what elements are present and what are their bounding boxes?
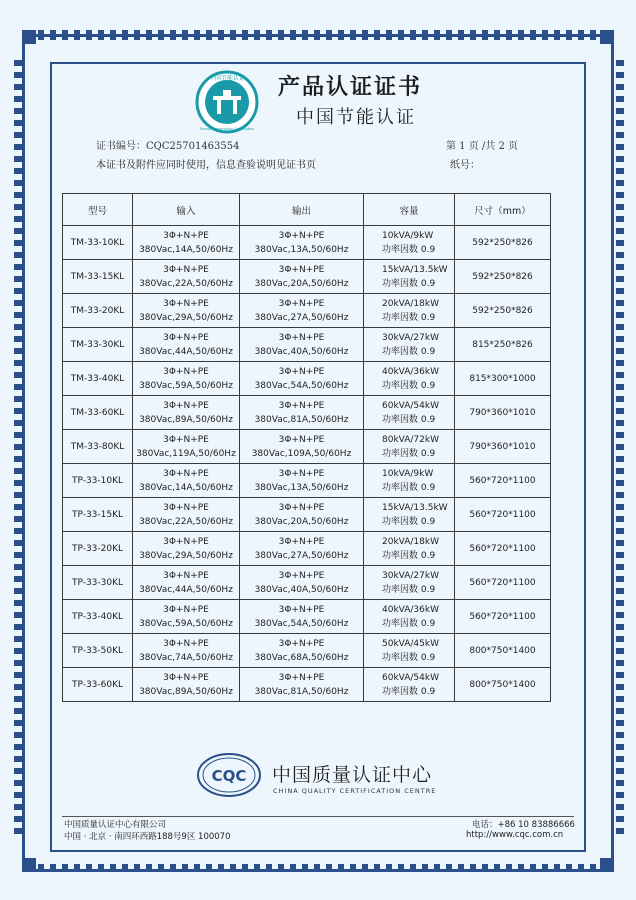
cell-output (240, 260, 364, 294)
cell-capacity (364, 430, 455, 464)
cell-model: TP-33-30KL (63, 566, 133, 600)
cell-input (133, 328, 240, 362)
certificate-number (96, 137, 240, 152)
org-name-en: CHINA QUALITY CERTIFICATION CENTRE (273, 787, 437, 795)
cell-size: 800*750*1400 (455, 634, 551, 668)
power-factor: 功率因数 0.9 (382, 414, 436, 425)
output-phase: 3Φ+N+PE (278, 264, 325, 275)
cell-input (133, 498, 240, 532)
output-phase: 3Φ+N+PE (278, 400, 325, 411)
cell-output (240, 226, 364, 260)
certificate-title: 产品认证证书 (278, 75, 423, 100)
cell-model: TM-33-30KL (63, 328, 133, 362)
cell-output (240, 668, 364, 702)
output-rating: 380Vac,81A,50/60Hz (254, 686, 349, 697)
input-rating: 380Vac,74A,50/60Hz (139, 652, 233, 663)
power-factor: 功率因数 0.9 (382, 618, 436, 629)
frame-corner (600, 858, 614, 872)
table-row (63, 668, 551, 702)
company-name: 中国质量认证中心有限公司 (64, 820, 167, 830)
cell-size: 592*250*826 (455, 260, 551, 294)
input-rating: 380Vac,22A,50/60Hz (139, 278, 233, 289)
capacity-rating: 30kVA/27kW (382, 570, 439, 581)
cell-size: 560*720*1100 (455, 532, 551, 566)
cell-capacity (364, 260, 455, 294)
capacity-rating: 50kVA/45kW (382, 638, 439, 649)
output-rating: 380Vac,27A,50/60Hz (254, 550, 349, 561)
output-phase: 3Φ+N+PE (278, 672, 325, 683)
table-row (63, 396, 551, 430)
cell-model: TM-33-10KL (63, 226, 133, 260)
input-phase: 3Φ+N+PE (163, 230, 209, 241)
capacity-rating: 40kVA/36kW (382, 604, 439, 615)
cell-model: TM-33-80KL (63, 430, 133, 464)
cell-capacity (364, 396, 455, 430)
cell-input (133, 566, 240, 600)
input-rating: 380Vac,119A,50/60Hz (136, 448, 236, 459)
output-phase: 3Φ+N+PE (278, 604, 325, 615)
capacity-rating: 60kVA/54kW (382, 672, 439, 683)
input-phase: 3Φ+N+PE (163, 366, 209, 377)
cell-output (240, 566, 364, 600)
paper-number-label: 纸号： (450, 160, 480, 171)
cell-capacity (364, 634, 455, 668)
input-rating: 380Vac,89A,50/60Hz (139, 414, 233, 425)
cell-size: 592*250*826 (455, 294, 551, 328)
cell-input (133, 362, 240, 396)
output-rating: 380Vac,40A,50/60Hz (254, 584, 349, 595)
input-rating: 380Vac,89A,50/60Hz (139, 686, 233, 697)
output-phase: 3Φ+N+PE (278, 332, 325, 343)
table-row (63, 328, 551, 362)
cell-input (133, 226, 240, 260)
input-phase: 3Φ+N+PE (163, 536, 209, 547)
cell-input (133, 668, 240, 702)
cell-model: TM-33-60KL (63, 396, 133, 430)
output-phase: 3Φ+N+PE (278, 230, 325, 241)
table-row (63, 226, 551, 260)
power-factor: 功率因数 0.9 (382, 244, 436, 255)
logo-bottom-text: Energy Conservation Certification (200, 127, 254, 131)
table-row (63, 600, 551, 634)
output-rating: 380Vac,54A,50/60Hz (254, 618, 349, 629)
cell-size: 790*360*1010 (455, 396, 551, 430)
power-factor: 功率因数 0.9 (382, 346, 436, 357)
cell-output (240, 396, 364, 430)
power-factor: 功率因数 0.9 (382, 482, 436, 493)
output-phase: 3Φ+N+PE (278, 434, 325, 445)
power-factor: 功率因数 0.9 (382, 448, 436, 459)
input-rating: 380Vac,29A,50/60Hz (139, 312, 233, 323)
cell-capacity (364, 362, 455, 396)
cell-model: TP-33-15KL (63, 498, 133, 532)
table-row (63, 566, 551, 600)
input-rating: 380Vac,59A,50/60Hz (139, 618, 233, 629)
input-phase: 3Φ+N+PE (163, 604, 209, 615)
output-phase: 3Φ+N+PE (278, 366, 325, 377)
table-row (63, 464, 551, 498)
cell-capacity (364, 668, 455, 702)
frame-border-left (14, 60, 22, 840)
cell-capacity (364, 498, 455, 532)
cqc-logo-text: CQC (211, 767, 247, 785)
input-rating: 380Vac,14A,50/60Hz (139, 482, 233, 493)
cell-input (133, 396, 240, 430)
capacity-rating: 40kVA/36kW (382, 366, 439, 377)
table-header-row (63, 194, 551, 226)
cell-capacity (364, 532, 455, 566)
page-info: 第 1 页 /共 2 页 (446, 141, 518, 152)
frame-corner (22, 858, 36, 872)
output-rating: 380Vac,20A,50/60Hz (254, 516, 349, 527)
table-row (63, 634, 551, 668)
table-row (63, 294, 551, 328)
cell-input (133, 600, 240, 634)
input-phase: 3Φ+N+PE (163, 400, 209, 411)
cell-input (133, 464, 240, 498)
cell-capacity (364, 294, 455, 328)
cell-model: TM-33-40KL (63, 362, 133, 396)
input-phase: 3Φ+N+PE (163, 638, 209, 649)
output-phase: 3Φ+N+PE (278, 536, 325, 547)
cell-size: 592*250*826 (455, 226, 551, 260)
cell-model: TP-33-50KL (63, 634, 133, 668)
usage-notice: 本证书及附件应同时使用，信息查验说明见证书页 (96, 160, 316, 171)
table-row (63, 498, 551, 532)
cell-model: TP-33-60KL (63, 668, 133, 702)
capacity-rating: 30kVA/27kW (382, 332, 439, 343)
header-capacity: 容量 (364, 194, 455, 226)
cell-output (240, 634, 364, 668)
input-phase: 3Φ+N+PE (163, 332, 209, 343)
cell-output (240, 430, 364, 464)
output-rating: 380Vac,109A,50/60Hz (251, 448, 352, 459)
footer-divider (62, 816, 574, 817)
cell-model: TP-33-10KL (63, 464, 133, 498)
power-factor: 功率因数 0.9 (382, 686, 436, 697)
cell-size: 815*250*826 (455, 328, 551, 362)
cell-model: TM-33-15KL (63, 260, 133, 294)
cell-capacity (364, 566, 455, 600)
cell-output (240, 600, 364, 634)
output-phase: 3Φ+N+PE (278, 502, 325, 513)
certificate-number-value: CQC25701463554 (146, 141, 240, 152)
cell-model: TP-33-20KL (63, 532, 133, 566)
output-phase: 3Φ+N+PE (278, 638, 325, 649)
cell-size: 800*750*1400 (455, 668, 551, 702)
cell-output (240, 328, 364, 362)
header-output: 输出 (240, 194, 364, 226)
cell-size: 790*360*1010 (455, 430, 551, 464)
power-factor: 功率因数 0.9 (382, 550, 436, 561)
output-phase: 3Φ+N+PE (278, 468, 325, 479)
input-phase: 3Φ+N+PE (163, 570, 209, 581)
input-phase: 3Φ+N+PE (163, 434, 209, 445)
output-rating: 380Vac,68A,50/60Hz (254, 652, 349, 663)
table-row (63, 532, 551, 566)
input-phase: 3Φ+N+PE (163, 264, 209, 275)
cell-model: TM-33-20KL (63, 294, 133, 328)
output-rating: 380Vac,13A,50/60Hz (254, 482, 349, 493)
output-phase: 3Φ+N+PE (278, 570, 325, 581)
frame-corner (22, 30, 36, 44)
input-phase: 3Φ+N+PE (163, 502, 209, 513)
company-address: 中国 · 北京 · 南四环西路188号9区 100070 (64, 832, 231, 842)
capacity-rating: 15kVA/13.5kW (382, 264, 448, 275)
cell-model: TP-33-40KL (63, 600, 133, 634)
certificate-subtitle: 中国节能认证 (296, 107, 416, 128)
table-row (63, 430, 551, 464)
capacity-rating: 20kVA/18kW (382, 298, 439, 309)
cell-size: 560*720*1100 (455, 498, 551, 532)
capacity-rating: 20kVA/18kW (382, 536, 439, 547)
frame-corner (600, 30, 614, 44)
capacity-rating: 15kVA/13.5kW (382, 502, 448, 513)
cell-output (240, 362, 364, 396)
cell-input (133, 430, 240, 464)
output-rating: 380Vac,40A,50/60Hz (254, 346, 349, 357)
cqc-logo (196, 752, 262, 798)
power-factor: 功率因数 0.9 (382, 278, 436, 289)
company-website[interactable]: http://www.cqc.com.cn (466, 830, 564, 840)
input-phase: 3Φ+N+PE (163, 468, 209, 479)
table-body (63, 226, 551, 702)
cell-size: 560*720*1100 (455, 566, 551, 600)
cell-size: 560*720*1100 (455, 464, 551, 498)
cell-capacity (364, 600, 455, 634)
certificate-number-label: 证书编号： (96, 141, 146, 152)
cell-size: 815*300*1000 (455, 362, 551, 396)
cell-input (133, 294, 240, 328)
table-row (63, 260, 551, 294)
cell-output (240, 498, 364, 532)
org-name-cn: 中国质量认证中心 (272, 764, 433, 786)
cell-output (240, 294, 364, 328)
header-size: 尺寸（mm） (455, 194, 551, 226)
frame-border-right (616, 60, 624, 840)
cell-output (240, 532, 364, 566)
output-rating: 380Vac,27A,50/60Hz (254, 312, 349, 323)
input-phase: 3Φ+N+PE (163, 672, 209, 683)
cell-input (133, 532, 240, 566)
cell-input (133, 260, 240, 294)
cell-input (133, 634, 240, 668)
table-row (63, 362, 551, 396)
capacity-rating: 80kVA/72kW (382, 434, 439, 445)
output-phase: 3Φ+N+PE (278, 298, 325, 309)
power-factor: 功率因数 0.9 (382, 516, 436, 527)
cell-capacity (364, 328, 455, 362)
power-factor: 功率因数 0.9 (382, 652, 436, 663)
cell-output (240, 464, 364, 498)
cell-size: 560*720*1100 (455, 600, 551, 634)
power-factor: 功率因数 0.9 (382, 312, 436, 323)
output-rating: 380Vac,54A,50/60Hz (254, 380, 349, 391)
input-rating: 380Vac,14A,50/60Hz (139, 244, 233, 255)
input-rating: 380Vac,44A,50/60Hz (139, 584, 233, 595)
power-factor: 功率因数 0.9 (382, 380, 436, 391)
cell-capacity (364, 226, 455, 260)
output-rating: 380Vac,13A,50/60Hz (254, 244, 349, 255)
output-rating: 380Vac,20A,50/60Hz (254, 278, 349, 289)
capacity-rating: 10kVA/9kW (382, 230, 434, 241)
input-rating: 380Vac,44A,50/60Hz (139, 346, 233, 357)
capacity-rating: 60kVA/54kW (382, 400, 439, 411)
input-phase: 3Φ+N+PE (163, 298, 209, 309)
cell-capacity (364, 464, 455, 498)
header-model: 型号 (63, 194, 133, 226)
input-rating: 380Vac,22A,50/60Hz (139, 516, 233, 527)
input-rating: 380Vac,59A,50/60Hz (139, 380, 233, 391)
power-factor: 功率因数 0.9 (382, 584, 436, 595)
company-phone: 电话：+86 10 83886666 (472, 820, 575, 830)
energy-certification-logo (195, 70, 259, 134)
input-rating: 380Vac,29A,50/60Hz (139, 550, 233, 561)
header-input: 输入 (133, 194, 240, 226)
output-rating: 380Vac,81A,50/60Hz (254, 414, 349, 425)
logo-top-text: 中国节能认证 (208, 75, 246, 82)
capacity-rating: 10kVA/9kW (382, 468, 434, 479)
product-table (62, 193, 551, 702)
